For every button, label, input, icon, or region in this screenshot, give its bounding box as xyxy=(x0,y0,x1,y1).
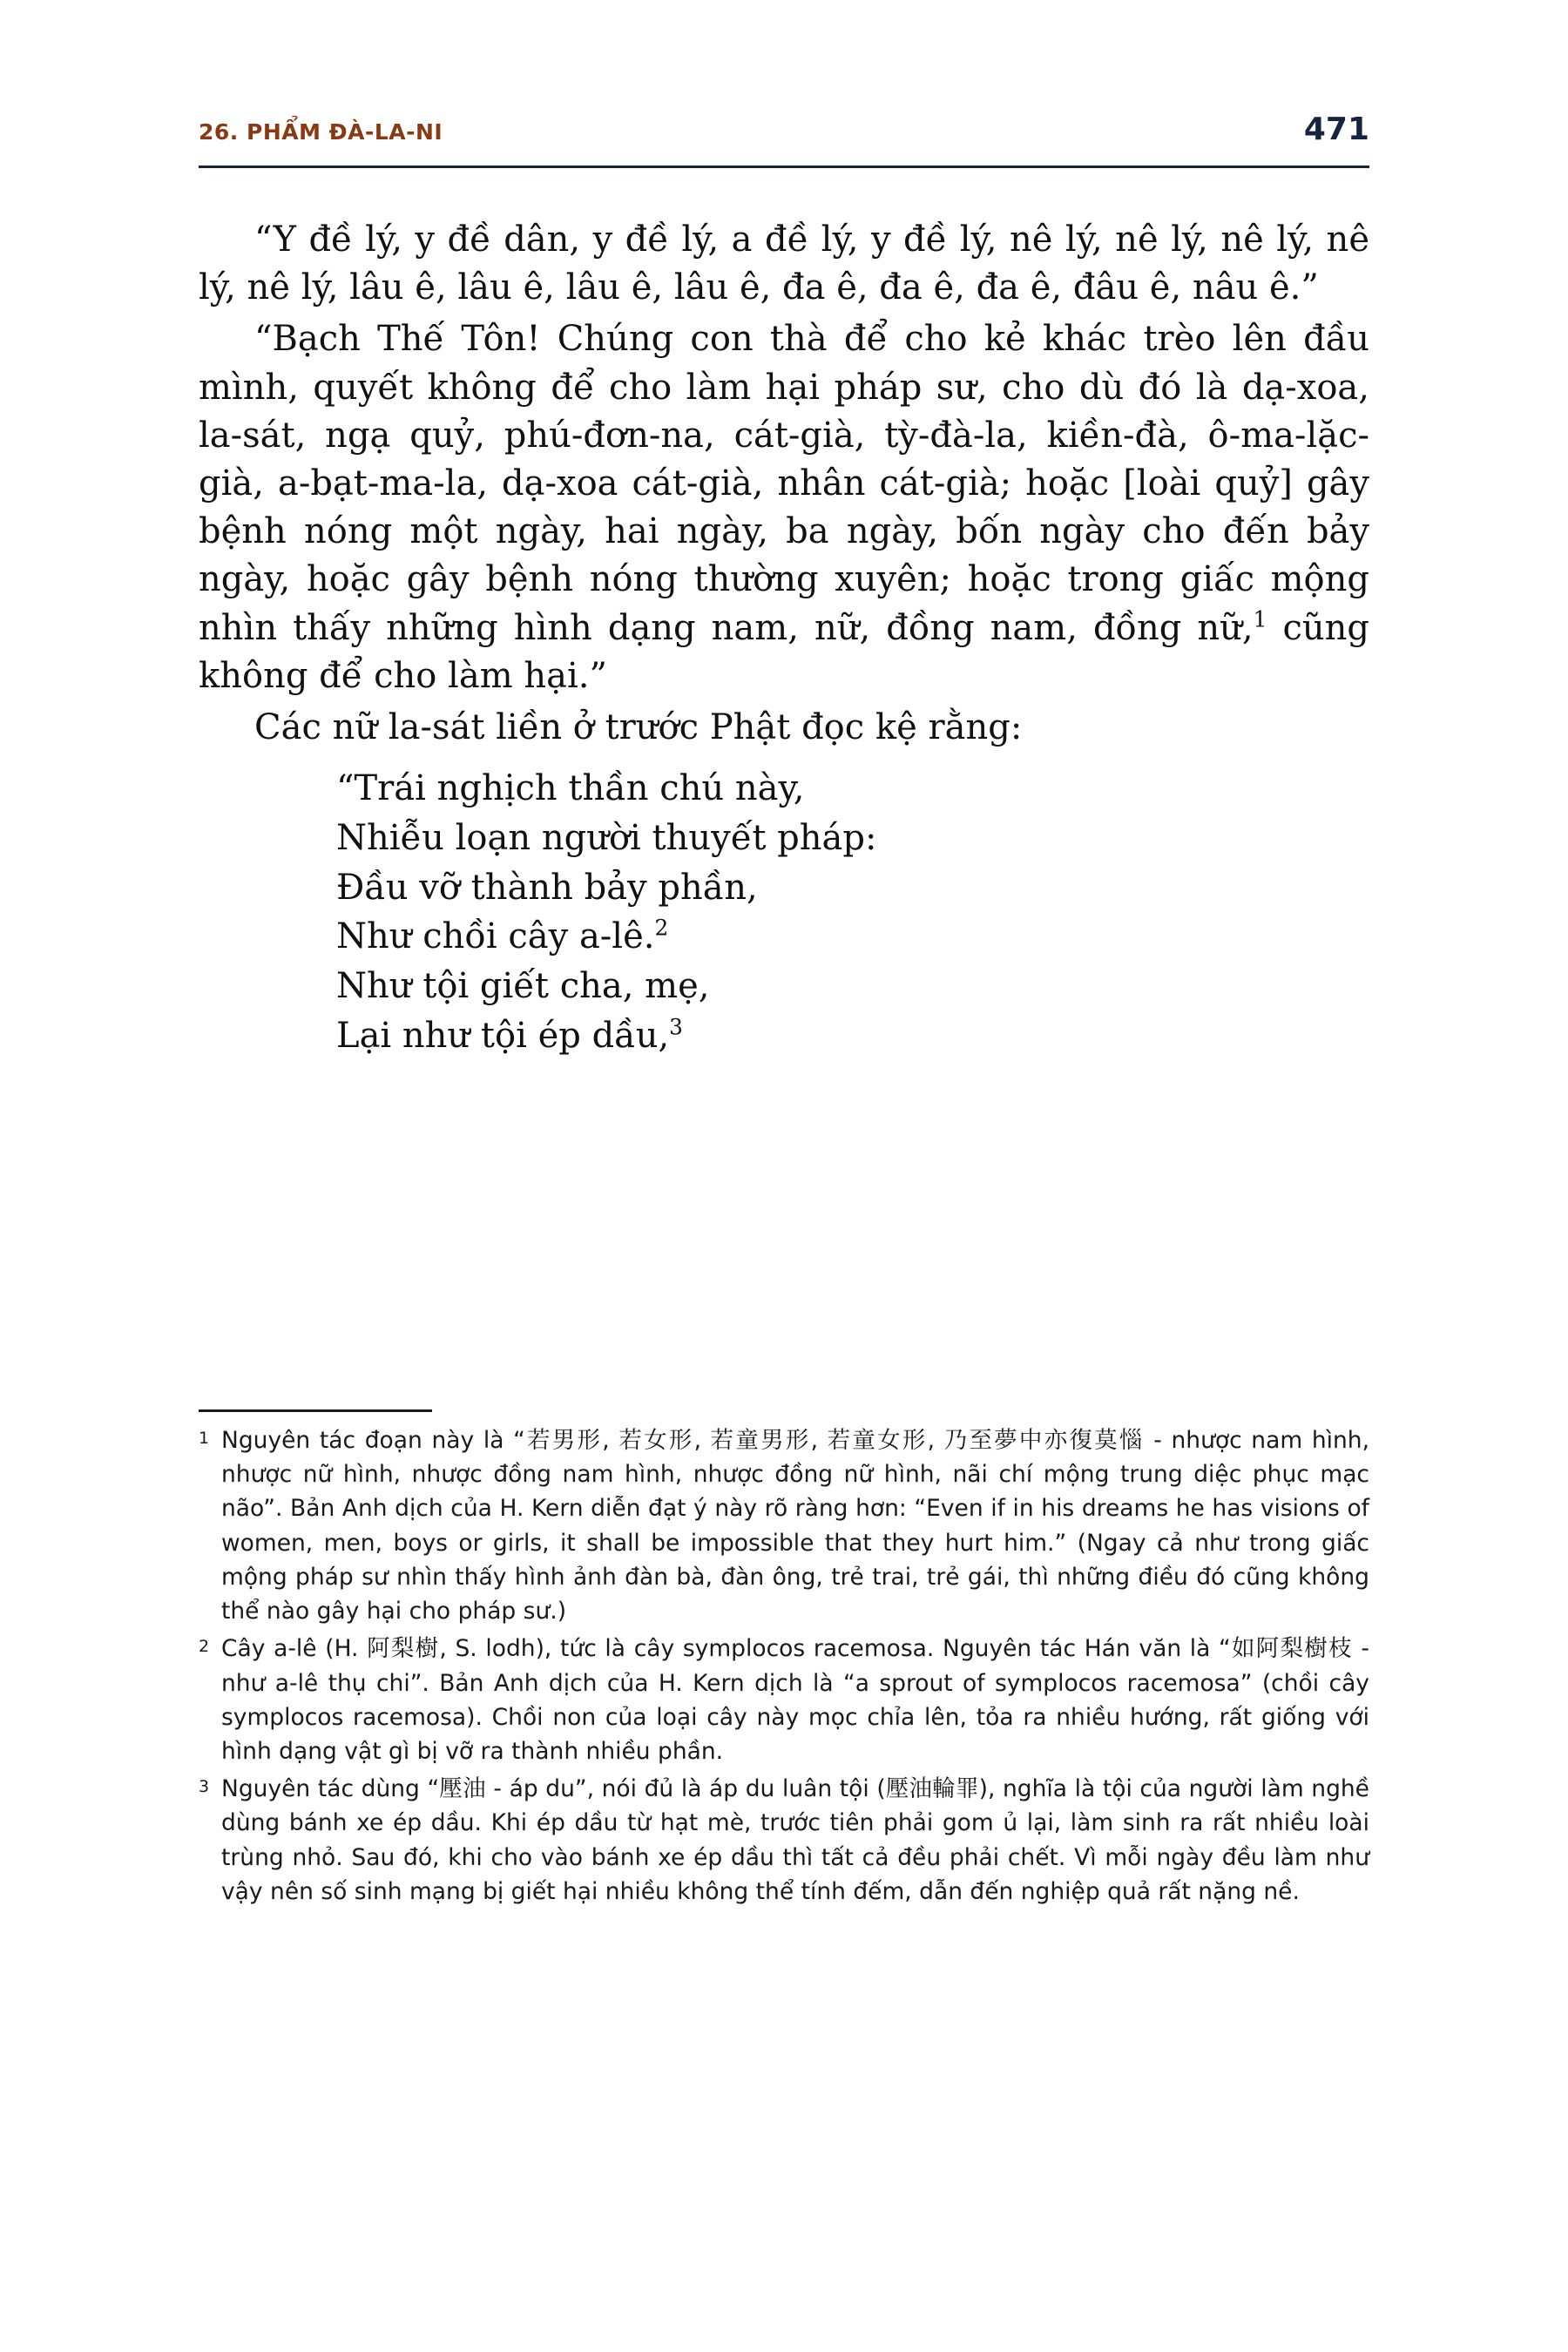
running-head-title: 26. PHẨM ĐÀ-LA-NI xyxy=(199,119,443,145)
footnote-text: Nguyên tác dùng “壓油 - áp du”, nói đủ là áp du luân tội (壓油輪罪), nghĩa là tội của người làm nghề dùng bánh xe ép dầu. Khi ép dầu từ hạt mè, trước tiên phải gom ủ lại, làm sinh ra rất nhiều loài trùng nhỏ. Sau đó, khi cho vào bánh xe ép dầu thì tất cả đều phải chết. Vì mỗi ngày đều làm như vậy nên số sinh mạng bị giết hại nhiều không thể tính đếm, dẫn đến nghiệp quả rất nặng nề. xyxy=(221,1775,1369,1905)
paragraph-vow-tail: cũng không để cho làm hại.” xyxy=(199,607,1369,696)
paragraph-vow xyxy=(199,315,1369,700)
footnote-item xyxy=(199,1423,1369,1628)
footnote-text: Nguyên tác đoạn này là “若男形, 若女形, 若童男形, 若童女形, 乃至夢中亦復莫惱 - nhược nam hình, nhược nữ hình, nhược đồng nam hình, nhược đồng nữ hình, nãi chí mộng trung diệc phục mạc não”. Bản Anh dịch của H. Kern diễn đạt ý này rõ ràng hơn: “Even if in his dreams he has visions of women, men, boys or girls, it shall be impossible that they hurt him.” (Ngay cả như trong giấc mộng pháp sư nhìn thấy hình ảnh đàn bà, đàn ông, trẻ trai, trẻ gái, thì những điều đó cũng không thể nào gây hại cho pháp sư.) xyxy=(221,1427,1369,1625)
footnote-list xyxy=(199,1423,1369,1912)
verse-line-1: “Trái nghịch thần chú này, xyxy=(336,768,805,809)
verse-block xyxy=(199,764,1369,1061)
page-header xyxy=(199,112,1369,147)
page-number: 471 xyxy=(1303,112,1369,147)
footnote-item xyxy=(199,1632,1369,1768)
footnote-text: Cây a-lê (H. 阿梨樹, S. lodh), tức là cây symplocos racemosa. Nguyên tác Hán văn là “如阿梨樹枝 - như a-lê thụ chi”. Bản Anh dịch của H. Kern dịch là “a sprout of symplocos racemosa” (chồi cây symplocos racemosa). Chồi non của loại cây này mọc chỉa lên, tỏa ra nhiều hướng, rất giống với hình dạng vật gì bị vỡ ra thành nhiều phần. xyxy=(221,1635,1369,1765)
header-divider xyxy=(199,166,1369,168)
verse-line-2: Nhiễu loạn người thuyết pháp: xyxy=(336,817,877,858)
footnote-ref-1[interactable]: 1 xyxy=(1253,606,1267,632)
body-text xyxy=(199,216,1369,1061)
verse-line-6-text: Lại như tội ép dầu, xyxy=(336,1016,670,1057)
footnote-ref-3[interactable]: 3 xyxy=(669,1014,683,1040)
footnote-ref-2[interactable]: 2 xyxy=(654,916,669,942)
verse-line-4-text: Như chồi cây a-lê. xyxy=(336,916,655,957)
paragraph-vow-main: “Bạch Thế Tôn! Chúng con thà để cho kẻ khác trèo lên đầu mình, quyết không để cho làm hại pháp sư, cho dù đó là dạ-xoa, la-sát, ngạ quỷ, phú-đơn-na, cát-già, tỳ-đà-la, kiền-đà, ô-ma-lặc-già, a-bạt-ma-la, dạ-xoa cát-già, nhân cát-già; hoặc [loài quỷ] gây bệnh nóng một ngày, hai ngày, ba ngày, bốn ngày cho đến bảy ngày, hoặc gây bệnh nóng thường xuyên; hoặc trong giấc mộng nhìn thấy những hình dạng nam, nữ, đồng nam, đồng nữ, xyxy=(199,319,1369,648)
footnote-divider xyxy=(199,1409,432,1412)
footnote-marker: 3 xyxy=(199,1777,210,1797)
footnote-marker: 1 xyxy=(199,1429,210,1448)
paragraph-mantra: “Y đề lý, y đề dân, y đề lý, a đề lý, y đề lý, nê lý, nê lý, nê lý, nê lý, nê lý, lâu ê, lâu ê, lâu ê, lâu ê, đa ê, đa ê, đa ê, đâu ê, nâu ê.” xyxy=(199,220,1369,308)
paragraph-intro-verse: Các nữ la-sát liền ở trước Phật đọc kệ rằng: xyxy=(254,706,1023,747)
verse-line-3: Đầu vỡ thành bảy phần, xyxy=(336,867,758,908)
verse-line-5: Như tội giết cha, mẹ, xyxy=(336,966,710,1007)
footnote-marker: 2 xyxy=(199,1637,210,1657)
verse-line-6 xyxy=(336,1011,1369,1061)
footnote-item xyxy=(199,1772,1369,1909)
verse-line-4 xyxy=(336,912,1369,962)
